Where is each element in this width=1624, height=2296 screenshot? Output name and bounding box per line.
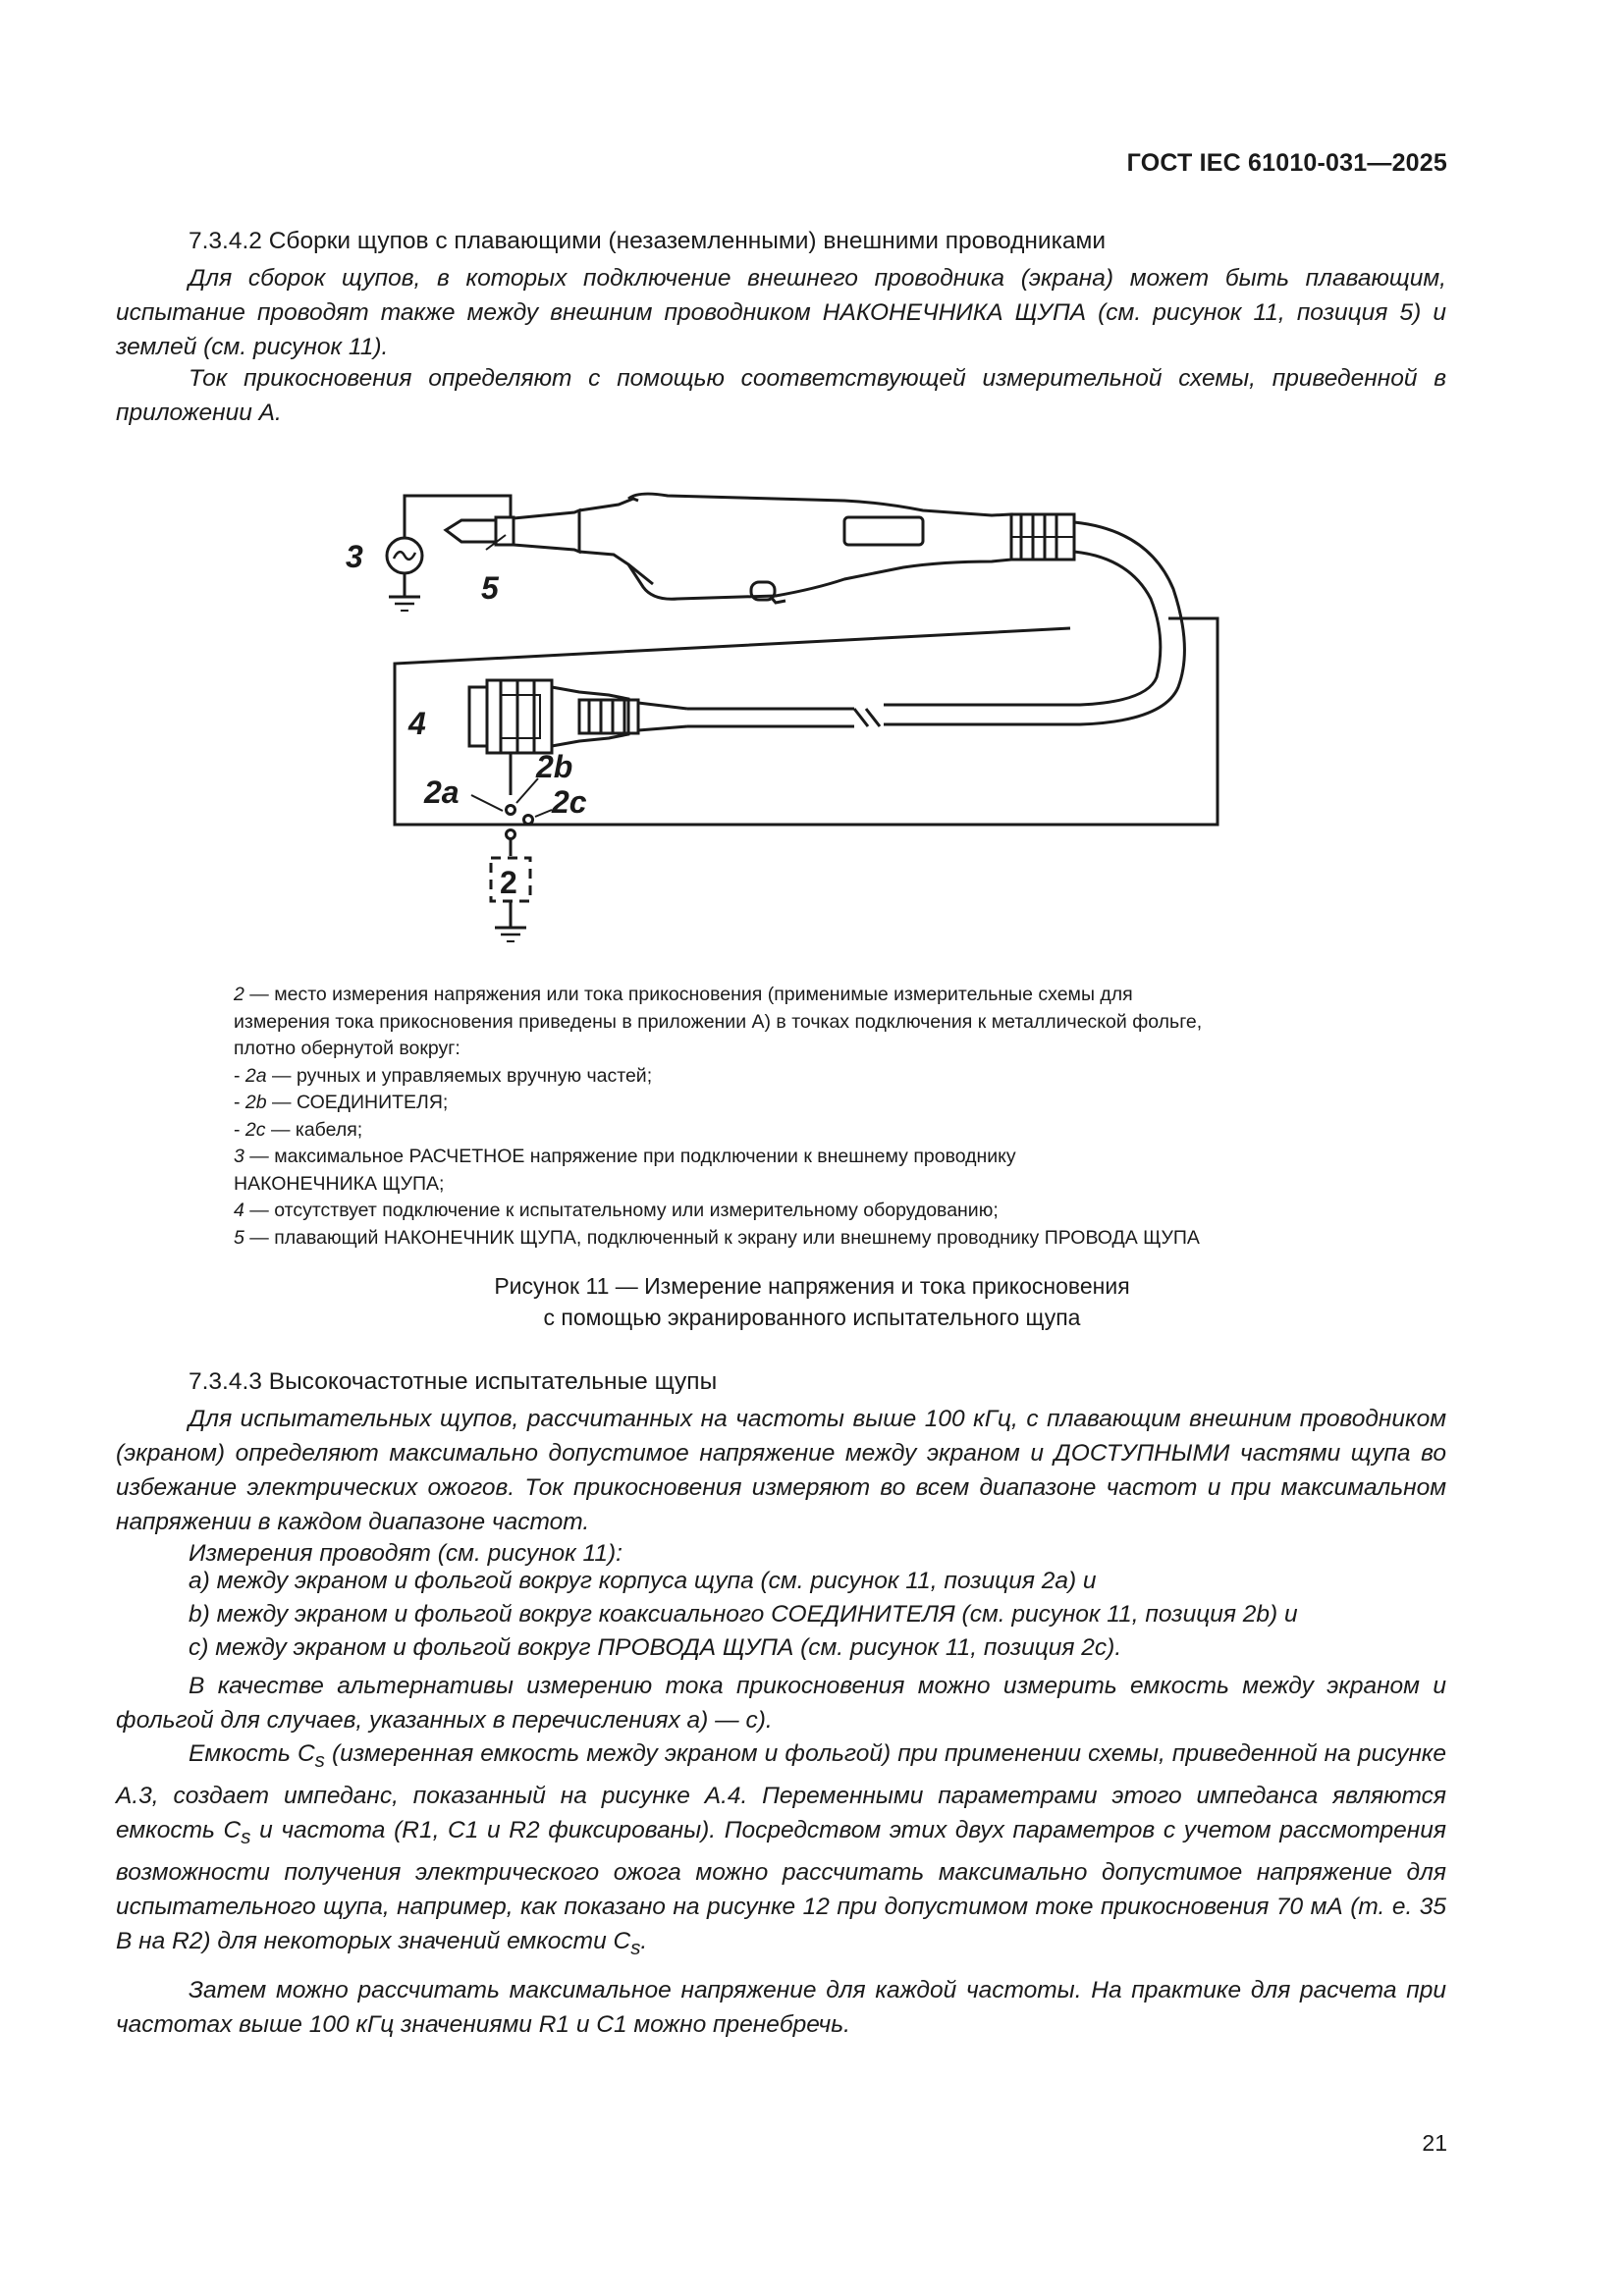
probe-body — [628, 494, 1011, 599]
legend-item: 5 — плавающий НАКОНЕЧНИК ЩУПА, подключенный к экрану или внешнему проводнику ПРОВОДА ЩУПА — [234, 1226, 1200, 1249]
figure-caption: Рисунок 11 — Измерение напряжения и тока прикосновения с помощью экранированного испытательного щупа — [494, 1273, 1130, 1330]
legend-item: 3 — максимальное РАСЧЕТНОЕ напряжение при подключении к внешнему проводнику — [234, 1146, 1016, 1167]
label-3: 3 — [346, 539, 363, 574]
paragraph: В качестве альтернативы измерению тока прикосновения можно измерить емкость между экраном и фольгой для случаев, указанных в перечислениях а) — с). — [116, 1673, 1446, 1734]
standard-code: ГОСТ IEC 61010-031—2025 — [1126, 149, 1447, 177]
legend-item: измерения тока прикосновения приведены в приложении А) в точках подключения к металлической фольге, — [234, 1010, 1203, 1033]
figure-11-drawing — [0, 0, 1624, 962]
paragraph: Затем можно рассчитать максимальное напряжение для каждой частоты. На практике для расчета при частотах выше 100 кГц значениями R1 и C1 можно пренебречь. — [116, 1977, 1446, 2038]
label-2c: 2c — [552, 784, 587, 820]
list-item: a) между экраном и фольгой вокруг корпуса щупа (см. рисунок 11, позиция 2а) и — [189, 1568, 1097, 1594]
legend-item: 4 — отсутствует подключение к испытательному или измерительному оборудованию; — [234, 1200, 999, 1221]
label-2: 2 — [500, 865, 517, 900]
contact-2b — [507, 806, 515, 815]
list-item: c) между экраном и фольгой вокруг ПРОВОДА ЩУПА (см. рисунок 11, позиция 2с). — [189, 1634, 1122, 1661]
list-item: b) между экраном и фольгой вокруг коаксиального СОЕДИНИТЕЛЯ (см. рисунок 11, позиция 2b) и — [189, 1601, 1298, 1628]
probe-window — [844, 517, 923, 545]
section-heading-7342: 7.3.4.2 Сборки щупов с плавающими (незаземленными) внешними проводниками — [189, 228, 1107, 254]
legend-item: - 2a — ручных и управляемых вручную частей; — [234, 1064, 653, 1087]
paragraph: Емкость $C_s$ (измеренная емкость между экраном и фольгой) при применении схемы, приведенной на рисунке А.3, создает импеданс, показанный на рисунке А.4. Переменными параметрами этого импеданса являются емкость $C_s$ и частота (R1, C1 и R2 фиксированы). Посредством этих двух параметров с учетом рассмотрения возможности получения электрического ожога можно рассчитать максимально допустимое напряжение для испытательного щупа, например, как показано на рисунке 12 при допустимом токе прикосновения 70 мА (т. е. 35 В на R2) для некоторых значений емкости $C_s$. — [116, 1740, 1447, 1959]
section-heading-7343: 7.3.4.3 Высокочастотные испытательные щупы — [189, 1368, 718, 1395]
bnc-connector — [469, 680, 687, 753]
legend-item: 2 — место измерения напряжения или тока прикосновения (применимые измерительные схемы для — [234, 984, 1133, 1005]
figure-legend — [234, 982, 1392, 1252]
legend-item: плотно обернутой вокруг: — [234, 1038, 460, 1059]
legend-item: - 2b — СОЕДИНИТЕЛЯ; — [234, 1092, 449, 1113]
legend-item: - 2c — кабеля; — [234, 1118, 363, 1141]
probe-tip — [446, 520, 496, 542]
paragraph: Для сборок щупов, в которых подключение внешнего проводника (экрана) может быть плавающим, испытание проводят также между внешним проводником НАКОНЕЧНИКА ЩУПА (см. рисунок 11, позиция 5) и землей (см. рисунок 11). — [116, 265, 1446, 360]
label-2b: 2b — [536, 749, 573, 784]
legend-item: НАКОНЕЧНИКА ЩУПА; — [234, 1172, 445, 1195]
paragraph: Ток прикосновения определяют с помощью соответствующей измерительной схемы, приведенной в приложении А. — [116, 365, 1446, 426]
paragraph: Измерения проводят (см. рисунок 11): — [189, 1540, 623, 1567]
paragraph: Для испытательных щупов, рассчитанных на частоты выше 100 кГц, с плавающим внешним проводником (экраном) определяют максимально допустимое напряжение между экраном и ДОСТУПНЫМИ частями щупа во избежание электрических ожогов. Ток прикосновения измеряют во всем диапазоне частот и при максимальном напряжении в каждом диапазоне частот. — [116, 1406, 1446, 1535]
sine-icon — [394, 552, 415, 560]
strain-relief — [1011, 514, 1074, 560]
label-2a: 2a — [424, 774, 460, 810]
contact-2 — [507, 830, 515, 839]
label-5: 5 — [481, 570, 499, 606]
contact-2c — [524, 816, 533, 825]
page-number: 21 — [1422, 2130, 1447, 2156]
label-4: 4 — [408, 706, 426, 741]
